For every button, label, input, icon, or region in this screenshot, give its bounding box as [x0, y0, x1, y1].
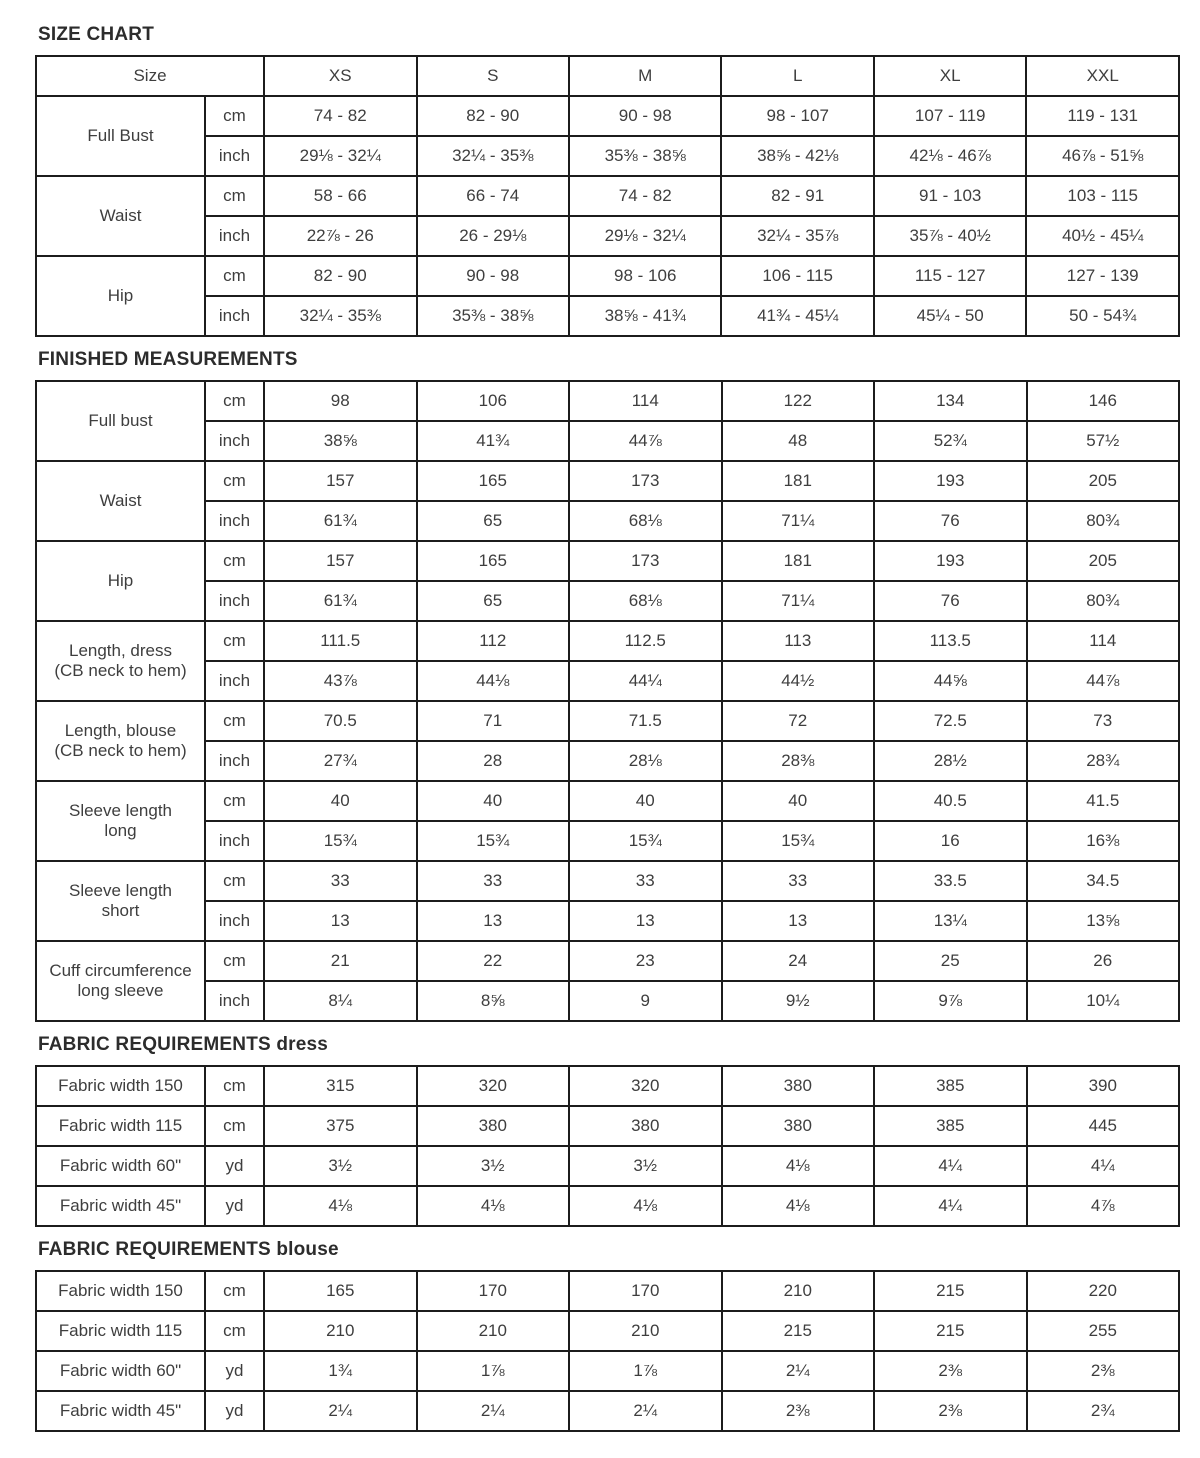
measurement-label: Full bust [36, 381, 205, 461]
value-cell: 255 [1027, 1311, 1180, 1351]
fabric-requirements-dress-title: FABRIC REQUIREMENTS dress [38, 1034, 329, 1055]
value-cell: 127 - 139 [1026, 256, 1179, 296]
value-cell: 1⅞ [417, 1351, 570, 1391]
unit-cell: inch [205, 661, 264, 701]
value-cell: 15¾ [569, 821, 722, 861]
value-cell: 35⅞ - 40½ [874, 216, 1026, 256]
value-cell: 40 [569, 781, 722, 821]
unit-cell: yd [205, 1186, 264, 1226]
size-header-xs: XS [264, 56, 416, 96]
value-cell: 193 [874, 541, 1027, 581]
value-cell: 9⅞ [874, 981, 1027, 1021]
value-cell: 46⅞ - 51⅝ [1026, 136, 1179, 176]
value-cell: 22⅞ - 26 [264, 216, 416, 256]
value-cell: 38⅝ [264, 421, 417, 461]
unit-cell: inch [205, 741, 264, 781]
finished-measurements-table [35, 380, 1180, 1022]
value-cell: 44⅞ [1027, 661, 1180, 701]
value-cell: 380 [417, 1106, 570, 1146]
value-cell: 98 - 106 [569, 256, 721, 296]
value-cell: 165 [264, 1271, 417, 1311]
value-cell: 119 - 131 [1026, 96, 1179, 136]
value-cell: 29⅛ - 32¼ [264, 136, 416, 176]
size-column-header: Size [36, 56, 264, 96]
value-cell: 157 [264, 541, 417, 581]
value-cell: 112.5 [569, 621, 722, 661]
value-cell: 134 [874, 381, 1027, 421]
value-cell: 165 [417, 461, 570, 501]
value-cell: 215 [874, 1271, 1027, 1311]
value-cell: 2⅜ [722, 1391, 875, 1431]
value-cell: 170 [417, 1271, 570, 1311]
unit-cell: cm [205, 541, 264, 581]
value-cell: 2⅜ [874, 1351, 1027, 1391]
value-cell: 385 [874, 1066, 1027, 1106]
value-cell: 25 [874, 941, 1027, 981]
value-cell: 112 [417, 621, 570, 661]
value-cell: 215 [874, 1311, 1027, 1351]
unit-cell: inch [205, 821, 264, 861]
size-header-xl: XL [874, 56, 1026, 96]
unit-cell: inch [205, 901, 264, 941]
measurement-label: Sleeve length short [36, 861, 205, 941]
unit-cell: yd [205, 1146, 264, 1186]
value-cell: 165 [417, 541, 570, 581]
value-cell: 80¾ [1027, 581, 1180, 621]
unit-cell: cm [205, 256, 264, 296]
unit-cell: cm [205, 1106, 264, 1146]
value-cell: 4⅛ [722, 1186, 875, 1226]
value-cell: 380 [569, 1106, 722, 1146]
value-cell: 82 - 90 [264, 256, 416, 296]
value-cell: 71¼ [722, 501, 875, 541]
value-cell: 50 - 54¾ [1026, 296, 1179, 336]
unit-cell: inch [205, 216, 264, 256]
value-cell: 90 - 98 [417, 256, 569, 296]
unit-cell: cm [205, 861, 264, 901]
value-cell: 34.5 [1027, 861, 1180, 901]
value-cell: 2¼ [417, 1391, 570, 1431]
measurement-label: Hip [36, 541, 205, 621]
value-cell: 98 - 107 [721, 96, 873, 136]
value-cell: 41.5 [1027, 781, 1180, 821]
fabric-width-label: Fabric width 150 [36, 1271, 205, 1311]
value-cell: 106 [417, 381, 570, 421]
unit-cell: inch [205, 296, 264, 336]
value-cell: 210 [264, 1311, 417, 1351]
value-cell: 33 [264, 861, 417, 901]
unit-cell: cm [205, 1066, 264, 1106]
value-cell: 210 [722, 1271, 875, 1311]
value-cell: 52¾ [874, 421, 1027, 461]
measurement-label: Length, blouse (CB neck to hem) [36, 701, 205, 781]
measurement-label: Sleeve length long [36, 781, 205, 861]
value-cell: 27¾ [264, 741, 417, 781]
value-cell: 170 [569, 1271, 722, 1311]
unit-cell: cm [205, 941, 264, 981]
value-cell: 72 [722, 701, 875, 741]
value-cell: 44⅞ [569, 421, 722, 461]
value-cell: 181 [722, 541, 875, 581]
unit-cell: inch [205, 501, 264, 541]
value-cell: 41¾ - 45¼ [721, 296, 873, 336]
value-cell: 4⅞ [1027, 1186, 1180, 1226]
value-cell: 111.5 [264, 621, 417, 661]
value-cell: 71¼ [722, 581, 875, 621]
value-cell: 91 - 103 [874, 176, 1026, 216]
value-cell: 61¾ [264, 581, 417, 621]
value-cell: 32¼ - 35⅜ [264, 296, 416, 336]
unit-cell: cm [205, 621, 264, 661]
value-cell: 210 [417, 1311, 570, 1351]
value-cell: 4⅛ [569, 1186, 722, 1226]
value-cell: 106 - 115 [721, 256, 873, 296]
value-cell: 32¼ - 35⅞ [721, 216, 873, 256]
value-cell: 76 [874, 501, 1027, 541]
measurement-label: Cuff circumference long sleeve [36, 941, 205, 1021]
measurement-label: Waist [36, 176, 205, 256]
value-cell: 26 - 29⅛ [417, 216, 569, 256]
value-cell: 28⅜ [722, 741, 875, 781]
value-cell: 2¼ [264, 1391, 417, 1431]
value-cell: 114 [1027, 621, 1180, 661]
value-cell: 3½ [264, 1146, 417, 1186]
value-cell: 9½ [722, 981, 875, 1021]
value-cell: 38⅝ - 41¾ [569, 296, 721, 336]
value-cell: 74 - 82 [569, 176, 721, 216]
unit-cell: cm [205, 461, 264, 501]
value-cell: 65 [417, 501, 570, 541]
value-cell: 4¼ [1027, 1146, 1180, 1186]
value-cell: 66 - 74 [417, 176, 569, 216]
value-cell: 45¼ - 50 [874, 296, 1026, 336]
measurement-label: Waist [36, 461, 205, 541]
value-cell: 10¼ [1027, 981, 1180, 1021]
value-cell: 1⅞ [569, 1351, 722, 1391]
value-cell: 42⅛ - 46⅞ [874, 136, 1026, 176]
value-cell: 173 [569, 461, 722, 501]
value-cell: 28½ [874, 741, 1027, 781]
size-header-xxl: XXL [1026, 56, 1179, 96]
fabric-width-label: Fabric width 115 [36, 1311, 205, 1351]
value-cell: 68⅛ [569, 501, 722, 541]
unit-cell: yd [205, 1391, 264, 1431]
value-cell: 40½ - 45¼ [1026, 216, 1179, 256]
value-cell: 3½ [569, 1146, 722, 1186]
value-cell: 4⅛ [722, 1146, 875, 1186]
value-cell: 33.5 [874, 861, 1027, 901]
value-cell: 40 [722, 781, 875, 821]
value-cell: 173 [569, 541, 722, 581]
value-cell: 157 [264, 461, 417, 501]
value-cell: 375 [264, 1106, 417, 1146]
value-cell: 15¾ [722, 821, 875, 861]
value-cell: 181 [722, 461, 875, 501]
fabric-requirements-blouse-table [35, 1270, 1180, 1432]
value-cell: 24 [722, 941, 875, 981]
value-cell: 13⅝ [1027, 901, 1180, 941]
value-cell: 315 [264, 1066, 417, 1106]
value-cell: 9 [569, 981, 722, 1021]
value-cell: 23 [569, 941, 722, 981]
value-cell: 28⅛ [569, 741, 722, 781]
measurement-label: Length, dress (CB neck to hem) [36, 621, 205, 701]
value-cell: 205 [1027, 461, 1180, 501]
value-cell: 220 [1027, 1271, 1180, 1311]
fabric-requirements-blouse-title: FABRIC REQUIREMENTS blouse [38, 1239, 339, 1260]
unit-cell: inch [205, 421, 264, 461]
fabric-width-label: Fabric width 60" [36, 1351, 205, 1391]
value-cell: 16⅜ [1027, 821, 1180, 861]
value-cell: 33 [417, 861, 570, 901]
value-cell: 28¾ [1027, 741, 1180, 781]
value-cell: 15¾ [417, 821, 570, 861]
value-cell: 390 [1027, 1066, 1180, 1106]
value-cell: 107 - 119 [874, 96, 1026, 136]
value-cell: 4⅛ [264, 1186, 417, 1226]
value-cell: 215 [722, 1311, 875, 1351]
value-cell: 82 - 91 [721, 176, 873, 216]
unit-cell: cm [205, 1311, 264, 1351]
value-cell: 21 [264, 941, 417, 981]
value-cell: 385 [874, 1106, 1027, 1146]
value-cell: 33 [722, 861, 875, 901]
value-cell: 98 [264, 381, 417, 421]
value-cell: 4⅛ [417, 1186, 570, 1226]
value-cell: 44⅛ [417, 661, 570, 701]
value-cell: 4¼ [874, 1186, 1027, 1226]
value-cell: 82 - 90 [417, 96, 569, 136]
value-cell: 41¾ [417, 421, 570, 461]
value-cell: 40.5 [874, 781, 1027, 821]
unit-cell: yd [205, 1351, 264, 1391]
value-cell: 40 [417, 781, 570, 821]
finished-measurements-title: FINISHED MEASUREMENTS [38, 349, 298, 370]
value-cell: 29⅛ - 32¼ [569, 216, 721, 256]
unit-cell: cm [205, 781, 264, 821]
value-cell: 65 [417, 581, 570, 621]
size-header-s: S [417, 56, 569, 96]
value-cell: 44⅝ [874, 661, 1027, 701]
value-cell: 113 [722, 621, 875, 661]
value-cell: 74 - 82 [264, 96, 416, 136]
value-cell: 13 [264, 901, 417, 941]
value-cell: 113.5 [874, 621, 1027, 661]
value-cell: 193 [874, 461, 1027, 501]
value-cell: 33 [569, 861, 722, 901]
unit-cell: cm [205, 1271, 264, 1311]
value-cell: 103 - 115 [1026, 176, 1179, 216]
value-cell: 2⅜ [1027, 1351, 1180, 1391]
value-cell: 90 - 98 [569, 96, 721, 136]
fabric-requirements-dress-table [35, 1065, 1180, 1227]
value-cell: 35⅜ - 38⅝ [569, 136, 721, 176]
size-chart-title: SIZE CHART [38, 24, 154, 45]
value-cell: 146 [1027, 381, 1180, 421]
value-cell: 80¾ [1027, 501, 1180, 541]
value-cell: 2¼ [722, 1351, 875, 1391]
value-cell: 71.5 [569, 701, 722, 741]
value-cell: 26 [1027, 941, 1180, 981]
unit-cell: inch [205, 136, 264, 176]
size-header-m: M [569, 56, 721, 96]
value-cell: 15¾ [264, 821, 417, 861]
value-cell: 320 [569, 1066, 722, 1106]
value-cell: 380 [722, 1106, 875, 1146]
value-cell: 76 [874, 581, 1027, 621]
size-chart-table [35, 55, 1180, 337]
fabric-width-label: Fabric width 150 [36, 1066, 205, 1106]
value-cell: 445 [1027, 1106, 1180, 1146]
value-cell: 22 [417, 941, 570, 981]
measurement-label: Full Bust [36, 96, 205, 176]
value-cell: 4¼ [874, 1146, 1027, 1186]
value-cell: 2⅜ [874, 1391, 1027, 1431]
measurement-label: Hip [36, 256, 205, 336]
fabric-width-label: Fabric width 115 [36, 1106, 205, 1146]
value-cell: 58 - 66 [264, 176, 416, 216]
value-cell: 8¼ [264, 981, 417, 1021]
value-cell: 2¼ [569, 1391, 722, 1431]
unit-cell: cm [205, 176, 264, 216]
value-cell: 8⅝ [417, 981, 570, 1021]
value-cell: 48 [722, 421, 875, 461]
value-cell: 72.5 [874, 701, 1027, 741]
value-cell: 32¼ - 35⅜ [417, 136, 569, 176]
value-cell: 115 - 127 [874, 256, 1026, 296]
value-cell: 13 [569, 901, 722, 941]
value-cell: 114 [569, 381, 722, 421]
value-cell: 13 [722, 901, 875, 941]
value-cell: 320 [417, 1066, 570, 1106]
unit-cell: inch [205, 581, 264, 621]
value-cell: 13¼ [874, 901, 1027, 941]
unit-cell: cm [205, 381, 264, 421]
value-cell: 380 [722, 1066, 875, 1106]
value-cell: 38⅝ - 42⅛ [721, 136, 873, 176]
fabric-width-label: Fabric width 60" [36, 1146, 205, 1186]
value-cell: 70.5 [264, 701, 417, 741]
fabric-width-label: Fabric width 45" [36, 1186, 205, 1226]
unit-cell: cm [205, 701, 264, 741]
value-cell: 2¾ [1027, 1391, 1180, 1431]
value-cell: 44¼ [569, 661, 722, 701]
value-cell: 57½ [1027, 421, 1180, 461]
unit-cell: inch [205, 981, 264, 1021]
value-cell: 28 [417, 741, 570, 781]
value-cell: 61¾ [264, 501, 417, 541]
value-cell: 43⅞ [264, 661, 417, 701]
value-cell: 13 [417, 901, 570, 941]
value-cell: 71 [417, 701, 570, 741]
value-cell: 1¾ [264, 1351, 417, 1391]
value-cell: 210 [569, 1311, 722, 1351]
value-cell: 122 [722, 381, 875, 421]
value-cell: 16 [874, 821, 1027, 861]
value-cell: 44½ [722, 661, 875, 701]
value-cell: 35⅜ - 38⅝ [417, 296, 569, 336]
value-cell: 3½ [417, 1146, 570, 1186]
value-cell: 68⅛ [569, 581, 722, 621]
value-cell: 73 [1027, 701, 1180, 741]
unit-cell: cm [205, 96, 264, 136]
size-header-l: L [721, 56, 873, 96]
value-cell: 205 [1027, 541, 1180, 581]
value-cell: 40 [264, 781, 417, 821]
fabric-width-label: Fabric width 45" [36, 1391, 205, 1431]
